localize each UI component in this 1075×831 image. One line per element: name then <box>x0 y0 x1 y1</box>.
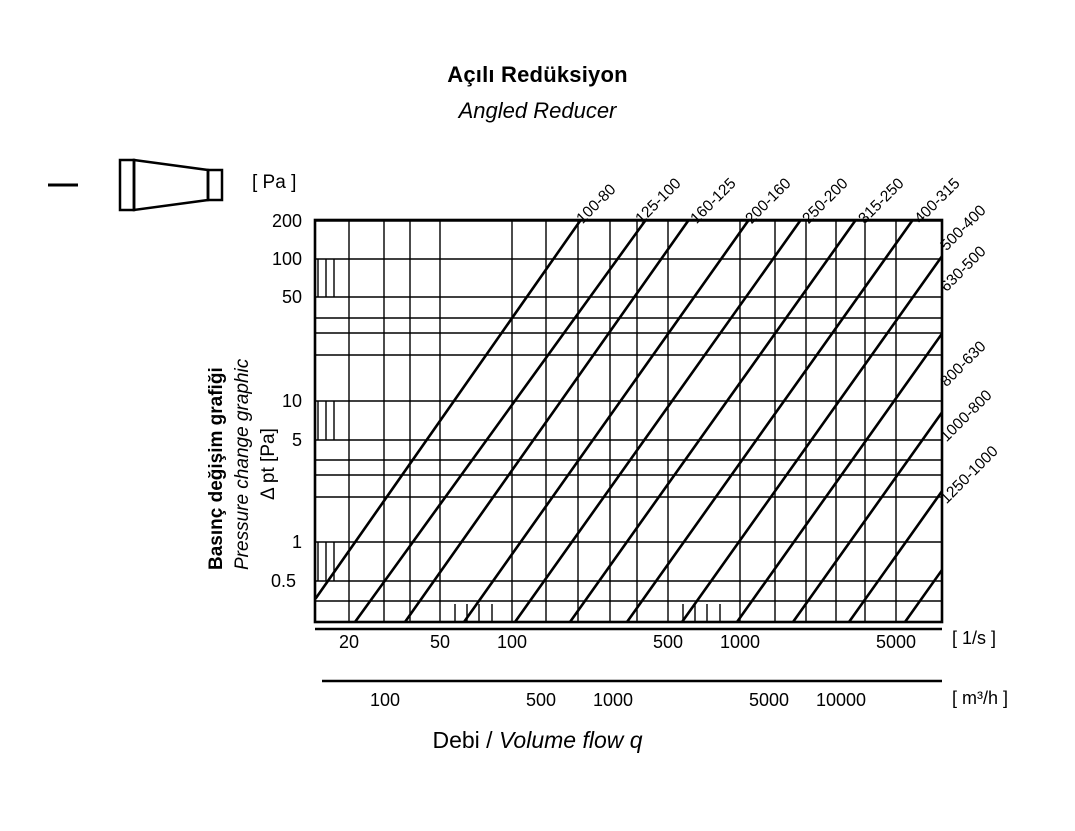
series-line-630-500 <box>737 221 1022 622</box>
curve-label-1250-1000: 1250-1000 <box>937 442 1002 508</box>
x-tick-100: 100 <box>496 632 528 652</box>
y-axis-symbol-label: Δ pt [Pa] <box>258 428 279 500</box>
series-line-1250-1000 <box>905 221 1075 622</box>
curve-label-250-200: 250-200 <box>799 175 852 228</box>
y-axis-unit-label: [ Pa ] <box>252 172 297 193</box>
curve-label-200-160: 200-160 <box>742 175 795 228</box>
x-tick-50: 50 <box>429 632 451 652</box>
curve-label-100-80: 100-80 <box>573 181 620 228</box>
x-axis-caption <box>0 727 1075 754</box>
series-line-125-100 <box>355 221 645 622</box>
y-axis-title-tr: Basınç değişim grafiği <box>206 367 227 570</box>
x-axis-unit-primary: [ 1/s ] <box>952 628 997 648</box>
y-tick-5: 5 <box>291 430 302 450</box>
series-line-200-160 <box>464 221 748 622</box>
x2-tick-5000: 5000 <box>748 690 790 710</box>
x2-tick-1000: 1000 <box>592 690 634 710</box>
x-tick-20: 20 <box>338 632 360 652</box>
curve-label-630-500: 630-500 <box>937 243 990 296</box>
curve-label-125-100: 125-100 <box>632 175 685 228</box>
x-axis-caption-tr: Debi / <box>432 727 499 753</box>
x-tick-5000: 5000 <box>875 632 917 652</box>
x2-tick-10000: 10000 <box>815 690 867 710</box>
x2-tick-100: 100 <box>369 690 401 710</box>
x-tick-1000: 1000 <box>719 632 761 652</box>
x-axis-caption-en: Volume flow q <box>498 727 643 753</box>
curve-label-800-630: 800-630 <box>937 338 990 391</box>
series-line-250-200 <box>515 221 800 622</box>
x-tick-500: 500 <box>652 632 684 652</box>
y-axis-title-en: Pressure change graphic <box>232 358 253 570</box>
y-tick-0.5: 0.5 <box>270 571 296 591</box>
curve-label-160-125: 160-125 <box>687 175 740 228</box>
curve-label-1000-800: 1000-800 <box>937 386 996 446</box>
curve-label-400-315: 400-315 <box>911 175 964 228</box>
x2-tick-500: 500 <box>525 690 557 710</box>
y-tick-1: 1 <box>291 532 302 552</box>
series-line-400-315 <box>627 221 912 622</box>
y-tick-200: 200 <box>271 211 302 231</box>
y-tick-100: 100 <box>271 249 302 269</box>
page-title: Açılı Redüksiyon <box>447 62 628 87</box>
y-tick-10: 10 <box>281 391 302 411</box>
series-line-500-400 <box>682 221 967 622</box>
x-axis-unit-secondary: [ m³/h ] <box>952 688 1009 708</box>
page-subtitle: Angled Reducer <box>458 98 617 123</box>
curve-label-315-250: 315-250 <box>855 175 908 228</box>
y-tick-50: 50 <box>281 287 302 307</box>
curve-label-500-400: 500-400 <box>937 202 990 255</box>
series-line-315-250 <box>570 221 855 622</box>
